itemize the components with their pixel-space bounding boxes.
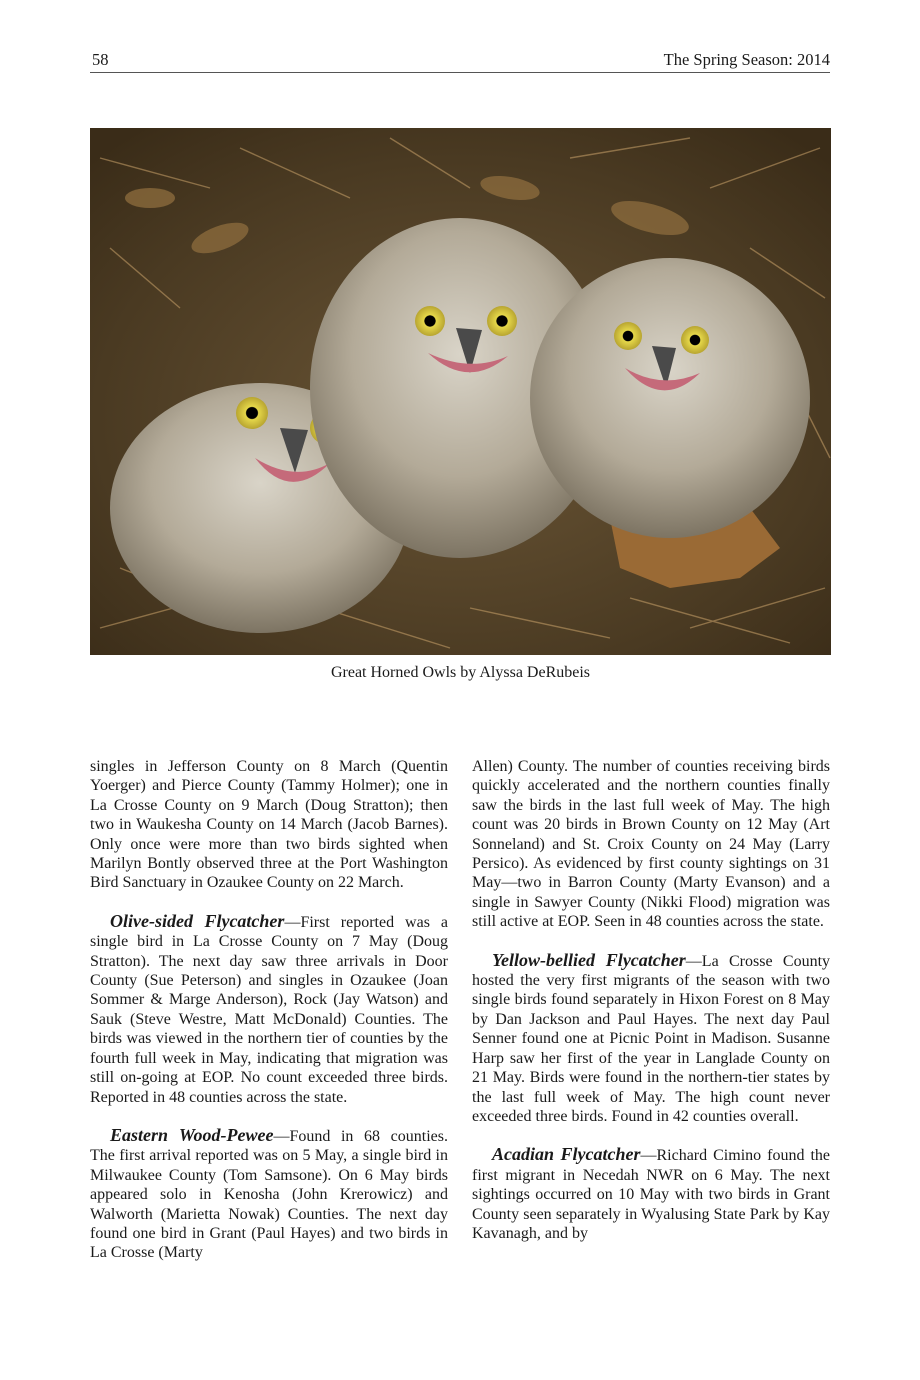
photo-caption: Great Horned Owls by Alyssa DeRubeis <box>330 664 591 681</box>
species-account-acadian <box>472 1145 830 1243</box>
species-text: —La Crosse County hosted the very first migrants of the season with two single birds found separately in Hixon Forest on 8 May by Dan Jackson and Paul Hayes. The next day Paul Senner found one at Picnic Point in Madison. Susanne Harp saw her first of the year in Langlade County on 21 May. Birds were found in the northern-tier states by the last full week of May. The high count never exceeded three birds. Found in 42 counties overall. <box>472 952 831 1125</box>
species-account-yellow-bellied <box>472 951 830 1127</box>
species-name: Eastern Wood-Pewee <box>110 1124 274 1145</box>
continuation-paragraph: singles in Jefferson County on 8 March (Quentin Yoerger) and Pierce County (Tammy Holmer); one in La Crosse County on 9 March (Doug Stratton); then two in Waukesha County on 14 March (Jacob Barnes). Only once were more than two birds sighted when Marilyn Bontly observed three at the Port Washington Bird Sanctuary in Ozaukee County on 22 March. <box>90 758 448 892</box>
species-text: —Richard Cimino found the first migrant in Necedah NWR on 6 May. The next sightings occurred on 10 May with two birds in Grant County seen separately in Wyalusing State Park by Kay Kavanagh, and by <box>472 1147 830 1242</box>
left-column <box>90 757 448 1263</box>
species-name: Yellow-bellied Flycatcher <box>492 949 686 970</box>
right-column <box>472 757 830 1243</box>
species-text: —Found in 68 counties. The first arrival reported was on 5 May, a single bird in Milwaukee County (Tom Samsone). On 6 May birds appeared solo in Kenosha (John Krerowicz) and Walworth (Marietta Nowak) Counties. The next day found one bird in Grant (Paul Hayes) and two birds in La Crosse (Marty <box>90 1127 448 1262</box>
owl-photo <box>90 128 831 655</box>
species-name: Acadian Flycatcher <box>492 1144 641 1165</box>
page-header <box>90 48 830 73</box>
species-name: Olive-sided Flycatcher <box>110 910 285 931</box>
running-title: The Spring Season: 2014 <box>663 50 830 69</box>
page-number: 58 <box>92 50 109 69</box>
species-account-olive-sided <box>90 912 448 1107</box>
species-text: —First reported was a single bird in La Crosse County on 7 May (Doug Stratton). The next day saw three arrivals in Door County (Sue Peterson) and singles in Ozaukee (Joan Sommer & Marge Anderson), Rock (Jay Watson) and Sauk (Steve Westre, Matt McDonald) Counties. The birds was viewed in the northern tier of counties by the fourth full week in May, indicating that migration was still on-going at EOP. No count exceeded three birds. Reported in 48 counties across the state. <box>90 913 448 1106</box>
species-account-wood-pewee <box>90 1126 448 1263</box>
continuation-paragraph: Allen) County. The number of counties receiving birds quickly accelerated and the northern counties finally saw the birds in the last full week of May. The high count was 20 birds in Brown County on 12 May (Art Sonneland) and St. Croix County on 24 May (Larry Persico). As evidenced by first county sightings on 31 May—two in Barron County (Marty Evanson) and a single in Sawyer County (Nikki Flood) migration was still active at EOP. Seen in 48 counties across the state. <box>472 758 830 931</box>
